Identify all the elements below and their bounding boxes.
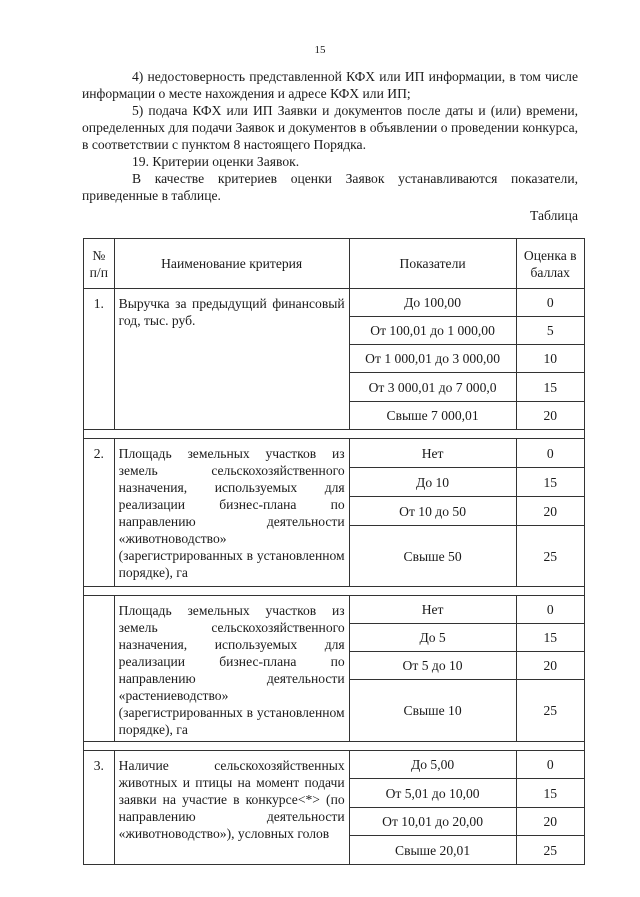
indicator-cell: Свыше 20,01 (349, 836, 516, 865)
indicator-cell: От 10 до 50 (349, 497, 516, 526)
score-cell: 15 (516, 779, 584, 808)
indicator-cell: От 3 000,01 до 7 000,0 (349, 373, 516, 402)
header-number: № п/п (84, 239, 115, 289)
indicator-cell: От 5,01 до 10,00 (349, 779, 516, 808)
gap-cell (349, 587, 516, 596)
gap-cell (516, 430, 584, 439)
indicator-cell: Свыше 10 (349, 680, 516, 742)
indicator-cell: Нет (349, 596, 516, 624)
score-cell: 15 (516, 624, 584, 652)
criterion-number (84, 439, 115, 587)
body-text (82, 68, 578, 224)
indicator-cell: До 5 (349, 624, 516, 652)
indicator-cell: От 5 до 10 (349, 652, 516, 680)
indicator-cell: До 100,00 (349, 289, 516, 317)
table-row (84, 439, 585, 468)
criterion-name-text: Площадь земельных участков из земель сельскохозяйственного назначения, используемых для реализации бизнес-плана по направлению деятельности «животноводство» (зарегистрированных в установленном порядке), га (118, 446, 345, 580)
gap-cell (84, 587, 115, 596)
gap-cell (516, 587, 584, 596)
criterion-number-text (84, 596, 114, 602)
paragraph: В качестве критериев оценки Заявок устанавливаются показатели, приведенные в таблице. (82, 171, 578, 203)
table-gap (84, 430, 585, 439)
score-cell: 0 (516, 439, 584, 468)
score-cell: 20 (516, 808, 584, 836)
indicator-cell: Свыше 7 000,01 (349, 402, 516, 430)
criterion-number-text: 3. (93, 758, 104, 773)
indicator-cell: От 10,01 до 20,00 (349, 808, 516, 836)
score-cell: 10 (516, 345, 584, 373)
score-cell: 25 (516, 680, 584, 742)
criterion-name (114, 751, 349, 865)
header-score: Оценка в баллах (516, 239, 584, 289)
paragraph: 4) недостоверность представленной КФХ или ИП информации, в том числе информации о месте нахождения и адресе КФХ или ИП; (82, 69, 578, 101)
indicator-cell: До 10 (349, 468, 516, 497)
criterion-number (84, 751, 115, 865)
criteria-table (83, 238, 585, 865)
header-indicators: Показатели (349, 239, 516, 289)
score-cell: 0 (516, 751, 584, 779)
score-cell: 0 (516, 289, 584, 317)
score-cell: 20 (516, 497, 584, 526)
header-name: Наименование критерия (114, 239, 349, 289)
score-cell: 25 (516, 836, 584, 865)
indicator-cell: Свыше 50 (349, 526, 516, 587)
indicator-cell: Нет (349, 439, 516, 468)
gap-cell (349, 742, 516, 751)
gap-cell (84, 742, 115, 751)
criterion-name (114, 596, 349, 742)
criterion-number (84, 596, 115, 742)
table-gap (84, 742, 585, 751)
criterion-number (84, 289, 115, 430)
gap-cell (84, 430, 115, 439)
criterion-name-text: Выручка за предыдущий финансовый год, тыс. руб. (118, 296, 345, 328)
table-row (84, 289, 585, 317)
score-cell: 25 (516, 526, 584, 587)
page-number: 15 (314, 44, 326, 56)
score-cell: 20 (516, 402, 584, 430)
paragraph: 5) подача КФХ или ИП Заявки и документов после даты и (или) времени, определенных для подачи Заявок и документов в объявлении о проведении конкурса, в соответствии с пунктом 8 настоящего Порядка. (82, 103, 578, 152)
indicator-cell: От 1 000,01 до 3 000,00 (349, 345, 516, 373)
table-body (84, 289, 585, 865)
gap-cell (114, 587, 349, 596)
criterion-name-text: Площадь земельных участков из земель сельскохозяйственного назначения, используемых для реализации бизнес-плана по направлению деятельности «растениеводство» (зарегистрированных в установленном порядке), га (118, 603, 345, 737)
score-cell: 15 (516, 373, 584, 402)
score-cell: 15 (516, 468, 584, 497)
table-row (84, 751, 585, 779)
gap-cell (516, 742, 584, 751)
criterion-name (114, 439, 349, 587)
criterion-name (114, 289, 349, 430)
table-gap (84, 587, 585, 596)
criterion-name-text: Наличие сельскохозяйственных животных и птицы на момент подачи заявки на участие в конкурсе<*> (по направлению деятельности «животноводство»), условных голов (118, 758, 345, 841)
gap-cell (114, 742, 349, 751)
score-cell: 0 (516, 596, 584, 624)
score-cell: 5 (516, 317, 584, 345)
indicator-cell: От 100,01 до 1 000,00 (349, 317, 516, 345)
table-row (84, 596, 585, 624)
score-cell: 20 (516, 652, 584, 680)
paragraph: 19. Критерии оценки Заявок. (132, 154, 300, 169)
indicator-cell: До 5,00 (349, 751, 516, 779)
gap-cell (349, 430, 516, 439)
table-label: Таблица (530, 208, 578, 223)
table-header-row (84, 239, 585, 289)
criterion-number-text: 2. (93, 446, 104, 461)
criterion-number-text: 1. (93, 296, 104, 311)
gap-cell (114, 430, 349, 439)
